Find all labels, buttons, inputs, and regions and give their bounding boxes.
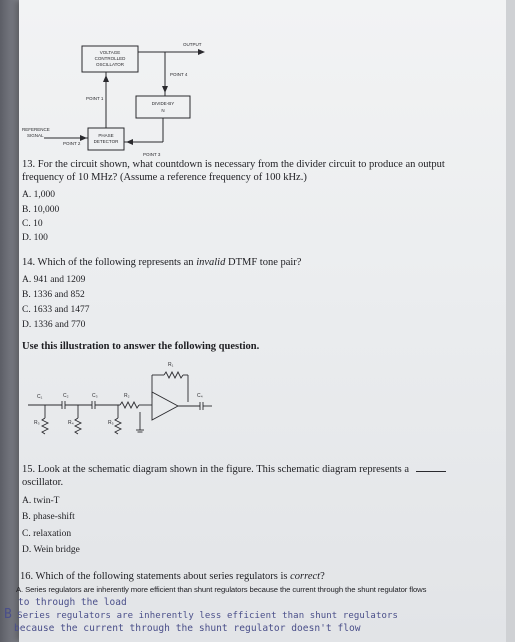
handwritten-statement: Series regulators are inherently less efficient than shunt regulators <box>17 611 399 621</box>
c3-label: C₃ <box>92 393 98 399</box>
point2-label: POINT 2 <box>63 141 81 146</box>
c4-label: C₄ <box>197 393 203 399</box>
r2-label: R₂ <box>124 393 130 399</box>
q15-option-b[interactable]: B. phase-shift <box>22 512 75 522</box>
q15-option-d[interactable]: D. Wein bridge <box>22 545 80 555</box>
q13-option-a[interactable]: A. 1,000 <box>22 190 55 200</box>
q16-stem-pre: 16. Which of the following statements about series regulators is <box>20 571 291 582</box>
reference-label-2: SIGNAL <box>27 133 44 138</box>
q16-stem <box>20 570 325 583</box>
q13-stem-line1: 13. For the circuit shown, what countdown is necessary from the divider circuit to produce an output <box>22 159 445 170</box>
r4-label: R₄ <box>68 420 74 426</box>
vco-label-1: VOLTAGE <box>99 50 121 55</box>
point1-label: POINT 1 <box>86 96 104 101</box>
q14-option-d[interactable]: D. 1336 and 770 <box>22 320 86 330</box>
c2-label: C₂ <box>63 393 69 399</box>
illustration-instruction: Use this illustration to answer the following question. <box>22 341 260 352</box>
q16-stem-emphasis: correct <box>290 571 321 582</box>
q14-option-b[interactable]: B. 1336 and 852 <box>22 290 85 300</box>
c1-label: C₁ <box>37 394 43 400</box>
handwritten-line-3: because the current through the shunt regulator doesn't flow <box>14 623 361 634</box>
handwritten-answer-letter: B <box>4 607 12 622</box>
phase-label-1: PHASE <box>98 133 114 138</box>
point4-label: POINT 4 <box>170 72 188 77</box>
q15-stem-line2: oscillator. <box>22 477 64 488</box>
q16-option-a[interactable]: A. Series regulators are inherently more efficient than shunt regulators because the current through the shunt regulator flows <box>16 585 427 594</box>
q14-option-a[interactable]: A. 941 and 1209 <box>22 275 86 285</box>
q14-stem-emphasis: invalid <box>196 257 226 268</box>
r1-label: R₁ <box>168 362 174 368</box>
vco-label-3: OSCILLATOR <box>95 62 125 67</box>
pll-block-diagram <box>0 0 515 180</box>
output-label: OUTPUT <box>183 42 202 47</box>
q13-option-c[interactable]: C. 10 <box>22 219 43 229</box>
op-amp-symbol <box>152 392 178 420</box>
q13-option-d[interactable]: D. 100 <box>22 233 48 243</box>
q15-answer-blank <box>416 471 446 472</box>
q13-option-b[interactable]: B. 10,000 <box>22 205 60 215</box>
vco-label-2: CONTROLLED <box>94 56 126 61</box>
q15-option-c[interactable]: C. relaxation <box>22 529 72 539</box>
q14-stem-pre: 14. Which of the following represents an <box>22 257 197 268</box>
point3-label: POINT 3 <box>143 152 161 157</box>
q14-stem-post: DTMF tone pair? <box>225 257 302 268</box>
handwritten-line-1: to through the load <box>18 597 127 608</box>
q14-stem <box>22 256 301 269</box>
handwritten-line-2 <box>4 607 398 622</box>
divider-block <box>136 96 190 118</box>
divider-label-1: DIVIDE-BY <box>151 101 175 106</box>
q15-stem-text: 15. Look at the schematic diagram shown in the figure. This schematic diagram represents a <box>22 464 410 475</box>
phase-label-2: DETECTOR <box>93 139 119 144</box>
r5-label: R₅ <box>108 420 114 426</box>
reference-label-1: REFERENCE <box>22 127 50 132</box>
divider-label-2: N <box>161 108 165 113</box>
q13-stem-line2: frequency of 10 MHz? (Assume a reference frequency of 100 kHz.) <box>22 172 307 183</box>
q15-option-a[interactable]: A. twin-T <box>22 496 60 506</box>
oscillator-schematic <box>0 355 515 435</box>
q16-stem-post: ? <box>320 571 325 582</box>
q14-option-c[interactable]: C. 1633 and 1477 <box>22 305 90 315</box>
r3-label: R₃ <box>34 420 40 426</box>
q15-stem-line1 <box>22 463 446 476</box>
